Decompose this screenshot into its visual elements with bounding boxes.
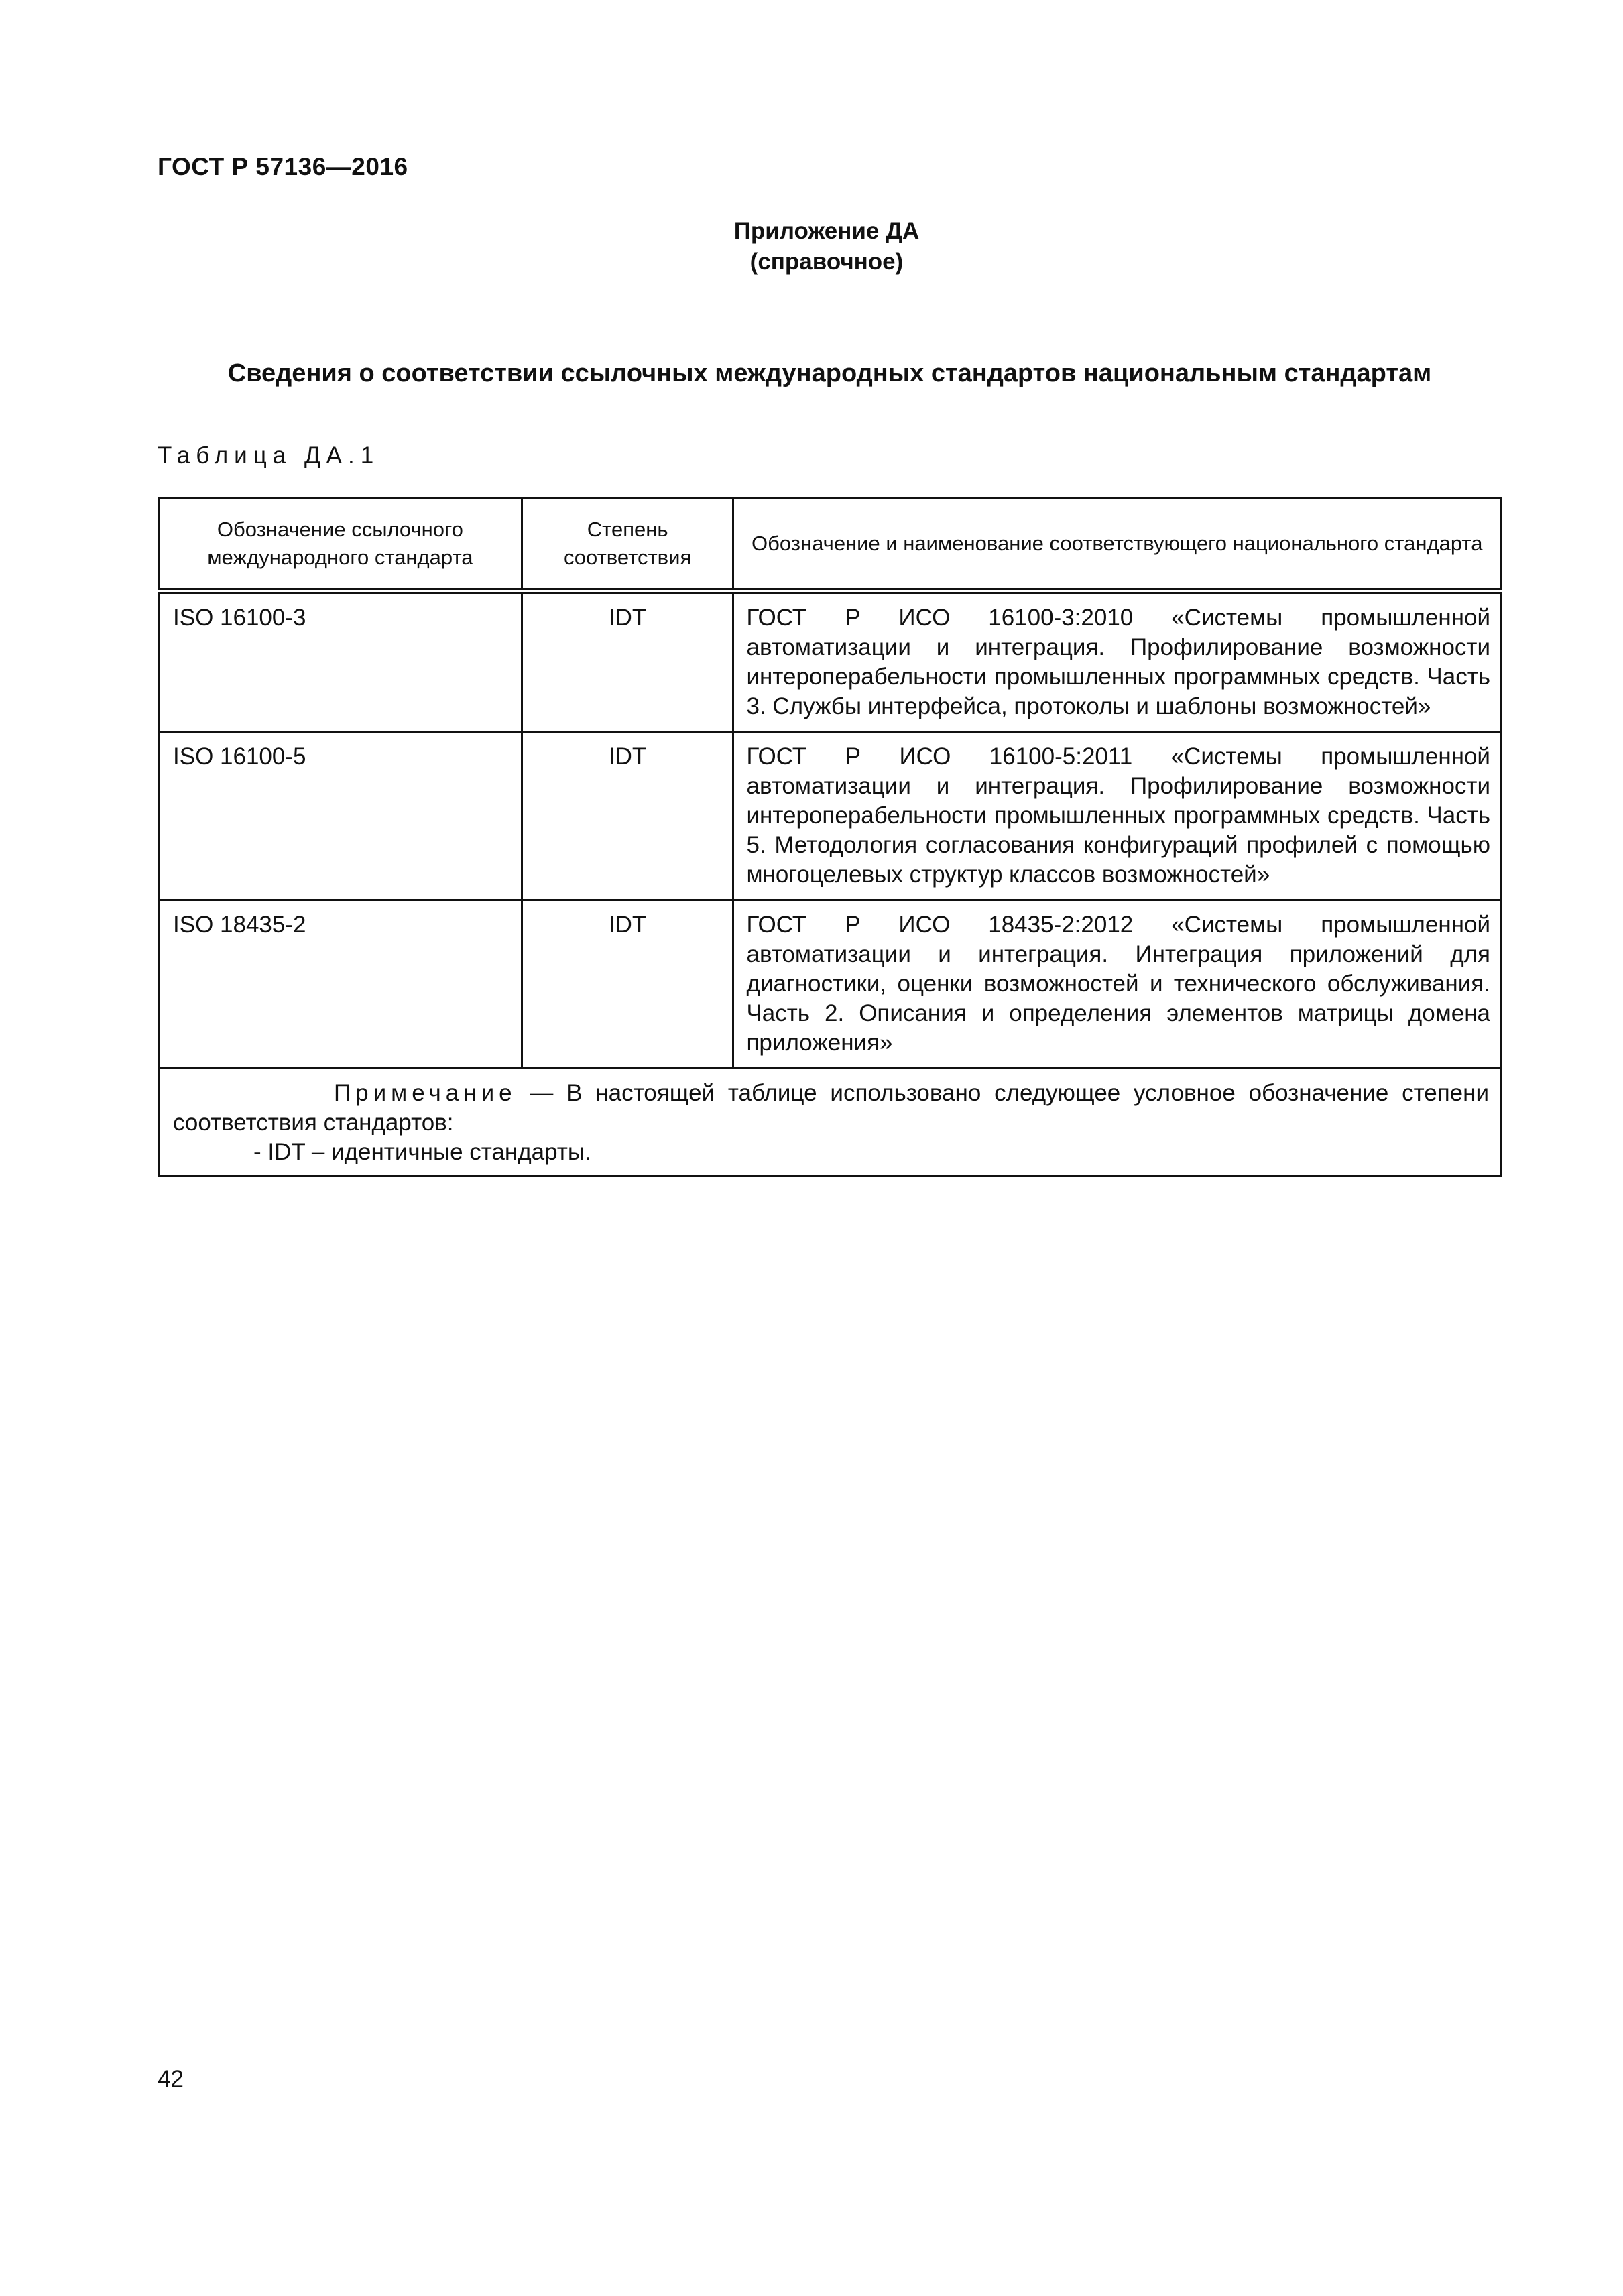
table-note-row (159, 1069, 1501, 1176)
cell-national-standard: ГОСТ Р ИСО 18435-2:2012 «Системы промышленной автоматизации и интеграция. Интеграция приложений для диагностики, оценки возможностей и технического обслуживания. Часть 2. Описания и определения элементов матрицы домена приложения» (733, 900, 1501, 1069)
cell-national-standard: ГОСТ Р ИСО 16100-3:2010 «Системы промышленной автоматизации и интеграция. Профилирование возможности интероперабельности промышленных программных средств. Часть 3. Службы интерфейса, протоколы и шаблоны возможностей» (733, 591, 1501, 732)
references-table (158, 497, 1502, 1177)
table-row (159, 732, 1501, 900)
note-label: Примечание (334, 1080, 517, 1106)
cell-degree: IDT (522, 591, 733, 732)
table-note (159, 1069, 1501, 1176)
table-row (159, 900, 1501, 1069)
cell-degree: IDT (522, 900, 733, 1069)
header-international-standard: Обозначение ссылочного международного стандарта (159, 498, 522, 591)
header-degree: Степень соответствия (522, 498, 733, 591)
table-header-row (159, 498, 1501, 591)
note-text: — В настоящей таблице использовано следующее условное обозначение степени соответствия стандартов: (173, 1080, 1489, 1136)
cell-international-standard: ISO 16100-5 (159, 732, 522, 900)
page-number: 42 (158, 2066, 184, 2092)
header-national-standard: Обозначение и наименование соответствующего национального стандарта (733, 498, 1501, 591)
cell-degree: IDT (522, 732, 733, 900)
cell-international-standard: ISO 16100-3 (159, 591, 522, 732)
appendix-kind: (справочное) (749, 249, 904, 275)
table-caption: Таблица ДА.1 (158, 442, 380, 469)
appendix-title: Приложение ДА (733, 218, 920, 244)
cell-national-standard: ГОСТ Р ИСО 16100-5:2011 «Системы промышленной автоматизации и интеграция. Профилирование возможности интероперабельности промышленных программных средств. Часть 5. Методология согласования конфигураций профилей с помощью многоцелевых структур классов возможностей» (733, 732, 1501, 900)
appendix-heading (0, 216, 1623, 278)
cell-international-standard: ISO 18435-2 (159, 900, 522, 1069)
document-code: ГОСТ Р 57136—2016 (158, 153, 408, 180)
table-row (159, 591, 1501, 732)
note-item: - IDT – идентичные стандарты. (253, 1139, 591, 1165)
section-title: Сведения о соответствии ссылочных международных стандартов национальным стандартам (227, 359, 1432, 387)
